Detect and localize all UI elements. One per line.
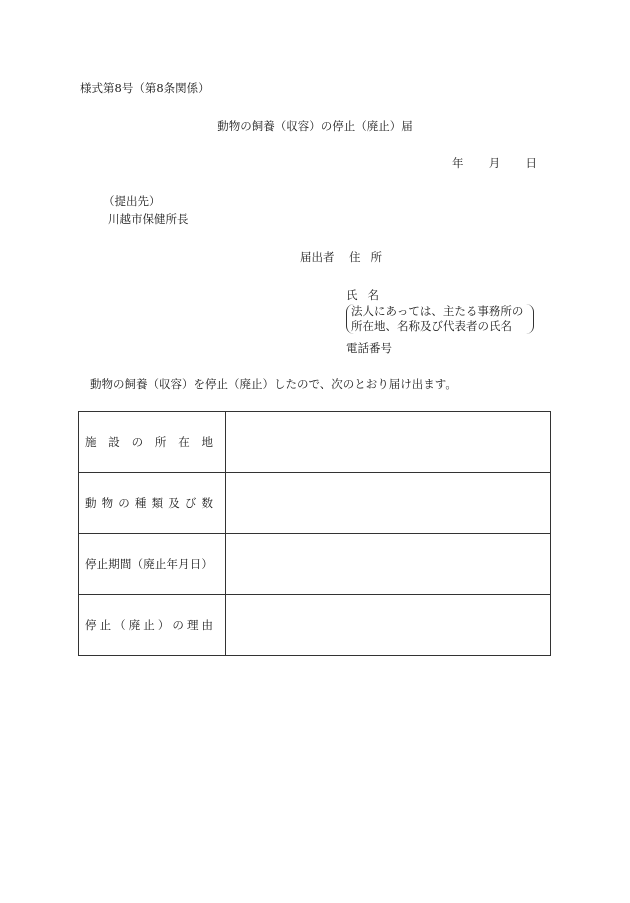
address-label: 住所 (349, 250, 392, 264)
date-month-label: 月 (488, 156, 501, 170)
corporation-note (346, 304, 534, 334)
date-year-label: 年 (452, 156, 464, 170)
label-char: 理 (186, 618, 199, 632)
form-table (78, 411, 551, 656)
label-char: 廃 (128, 618, 141, 632)
label-char: ） (157, 618, 170, 632)
label-char: 物 (101, 496, 114, 510)
label-char: 及 (168, 496, 180, 510)
statement: 動物の飼養（収容）を停止（廃止）したので、次のとおり届け出ます。 (90, 377, 457, 391)
table-row (79, 595, 551, 656)
phone-label: 電話番号 (346, 341, 392, 355)
label-char: 動 (85, 496, 97, 510)
label-char: 日 (189, 557, 202, 571)
table-row (79, 412, 551, 473)
label-char: 設 (108, 435, 120, 449)
row-value-animal-type-count[interactable] (226, 473, 551, 534)
label-char: 停 (85, 557, 97, 571)
label-char: 地 (201, 435, 213, 449)
row-label-reason (79, 595, 226, 656)
date-day-label: 日 (525, 156, 537, 170)
row-value-suspension-period[interactable] (226, 534, 551, 595)
label-char: の (172, 618, 184, 632)
label-char: 止 (154, 557, 167, 571)
label-char: 間 (119, 557, 132, 571)
document-title: 動物の飼養（収容）の停止（廃止）届 (217, 119, 413, 133)
label-char: 数 (201, 496, 213, 510)
row-value-reason[interactable] (226, 595, 551, 656)
label-char: 類 (151, 496, 164, 510)
label-char: ） (201, 557, 213, 571)
row-label-text (85, 556, 213, 572)
label-char: 施 (85, 435, 97, 449)
row-label-animal-type-count (79, 473, 226, 534)
label-char: 年 (166, 557, 178, 571)
label-char: の (118, 496, 130, 510)
row-label-text (85, 434, 213, 450)
row-label-suspension-period (79, 534, 226, 595)
label-char: の (131, 435, 144, 449)
label-char: 在 (178, 435, 190, 449)
date-line (452, 155, 537, 171)
name-label: 氏名 (346, 288, 389, 302)
label-char: （ (114, 618, 126, 632)
label-char: 止 (96, 557, 109, 571)
recipient-name: 川越市保健所長 (108, 212, 189, 226)
label-char: 期 (108, 557, 120, 571)
recipient-label: （提出先） (103, 194, 161, 208)
label-char: 種 (134, 496, 147, 510)
row-label-text (85, 495, 213, 511)
row-label-facility-location (79, 412, 226, 473)
label-char: 止 (143, 618, 155, 632)
table-row (79, 473, 551, 534)
corporation-note-line-1: 法人にあっては、主たる事務所の (351, 304, 524, 318)
label-char: 止 (99, 618, 112, 632)
table-row (79, 534, 551, 595)
row-label-text (85, 617, 213, 633)
corporation-note-line-2: 所在地、名称及び代表者の氏名 (351, 319, 512, 333)
label-char: 停 (85, 618, 97, 632)
label-char: 由 (201, 618, 213, 632)
label-char: び (184, 496, 197, 510)
form-number: 様式第8号（第8条関係） (80, 81, 210, 95)
label-char: 月 (178, 557, 190, 571)
label-char: 所 (154, 435, 167, 449)
row-value-facility-location[interactable] (226, 412, 551, 473)
label-char: （ (131, 557, 144, 571)
label-char: 廃 (143, 557, 155, 571)
notifier-label: 届出者 (300, 250, 335, 264)
